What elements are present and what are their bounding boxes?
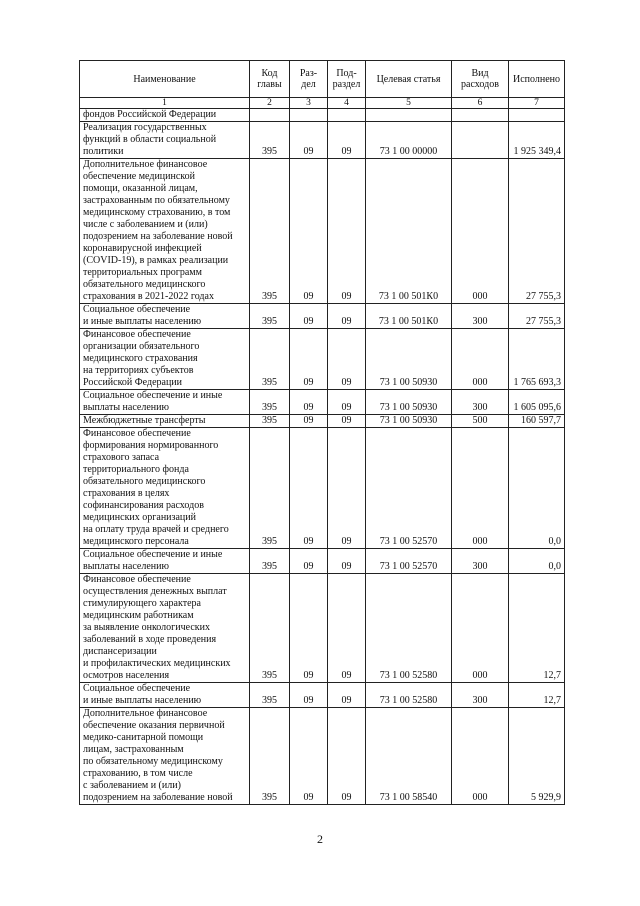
row-section: 09	[290, 304, 328, 329]
budget-table	[79, 60, 565, 805]
table-row	[80, 122, 565, 159]
row-expense-type: 300	[452, 549, 509, 574]
row-name-line: выплаты населению	[83, 402, 169, 413]
row-section: 09	[290, 549, 328, 574]
row-name	[80, 329, 250, 390]
row-name-line: Дополнительное финансовое	[83, 159, 208, 170]
row-subsection: 09	[328, 390, 366, 415]
row-name-line: софинансирования расходов	[83, 500, 204, 511]
row-name-line: обеспечение оказания первичной	[83, 720, 225, 731]
row-amount: 1 765 693,3	[509, 329, 565, 390]
header-section: Раз-дел	[290, 61, 328, 98]
row-name-line: и иные выплаты населению	[83, 316, 202, 327]
row-name-line: территориальных программ	[83, 267, 202, 278]
row-amount: 0,0	[509, 428, 565, 549]
row-name	[80, 304, 250, 329]
row-amount: 12,7	[509, 683, 565, 708]
row-name-line: помощи, оказанной лицам,	[83, 183, 198, 194]
row-name-line: Финансовое обеспечение	[83, 574, 191, 585]
row-section	[290, 109, 328, 122]
header-name: Наименование	[80, 61, 250, 98]
row-amount: 27 755,3	[509, 159, 565, 304]
row-name-line: медицинскому страхованию, в том	[83, 207, 231, 218]
row-expense-type: 000	[452, 329, 509, 390]
row-name	[80, 683, 250, 708]
row-name-line: выплаты населению	[83, 561, 169, 572]
row-section: 09	[290, 159, 328, 304]
row-expense-type: 300	[452, 304, 509, 329]
column-number: 1	[80, 98, 250, 109]
row-name-line: Реализация государственных	[83, 122, 207, 133]
row-section: 09	[290, 708, 328, 805]
row-subsection	[328, 109, 366, 122]
column-number: 5	[366, 98, 452, 109]
table-row	[80, 415, 565, 428]
row-name-line: фондов Российской Федерации	[83, 109, 217, 120]
row-expense-type: 000	[452, 159, 509, 304]
row-target: 73 1 00 50930	[366, 415, 452, 428]
row-name	[80, 574, 250, 683]
table-header-row	[80, 61, 565, 98]
column-number: 4	[328, 98, 366, 109]
row-name-line: на оплату труда врачей и среднего	[83, 524, 229, 535]
row-section: 09	[290, 390, 328, 415]
row-name-line: Дополнительное финансовое	[83, 708, 208, 719]
row-name-line: диспансеризации	[83, 646, 157, 657]
row-code: 395	[250, 122, 290, 159]
row-subsection: 09	[328, 549, 366, 574]
row-name-line: Социальное обеспечение и иные	[83, 549, 223, 560]
row-section: 09	[290, 683, 328, 708]
row-section: 09	[290, 329, 328, 390]
row-section: 09	[290, 122, 328, 159]
column-number: 2	[250, 98, 290, 109]
table-row	[80, 390, 565, 415]
column-number: 7	[509, 98, 565, 109]
row-target: 73 1 00 501К0	[366, 159, 452, 304]
table-row	[80, 109, 565, 122]
table-row	[80, 549, 565, 574]
row-name-line: лицам, застрахованным	[83, 744, 184, 755]
row-name-line: числе с заболеванием и (или)	[83, 219, 208, 230]
row-name-line: медико-санитарной помощи	[83, 732, 204, 743]
table-body	[80, 98, 565, 805]
header-subsection: Под-раздел	[328, 61, 366, 98]
row-name-line: подозрением на заболевание новой	[83, 792, 233, 803]
row-amount: 160 597,7	[509, 415, 565, 428]
row-target: 73 1 00 501К0	[366, 304, 452, 329]
row-expense-type: 000	[452, 428, 509, 549]
row-expense-type: 000	[452, 574, 509, 683]
row-name-line: Финансовое обеспечение	[83, 428, 191, 439]
row-amount: 1 925 349,4	[509, 122, 565, 159]
row-name-line: организации обязательного	[83, 341, 200, 352]
row-section: 09	[290, 574, 328, 683]
row-name-line: медицинского страхования	[83, 353, 198, 364]
row-name-line: страхования в целях	[83, 488, 170, 499]
row-name	[80, 415, 250, 428]
row-target: 73 1 00 52570	[366, 428, 452, 549]
row-expense-type: 000	[452, 708, 509, 805]
row-name-line: обязательного медицинского	[83, 279, 206, 290]
row-code: 395	[250, 708, 290, 805]
row-target: 73 1 00 52580	[366, 683, 452, 708]
row-name	[80, 122, 250, 159]
row-subsection: 09	[328, 683, 366, 708]
row-code: 395	[250, 549, 290, 574]
header-expense-type: Вид расходов	[452, 61, 509, 98]
row-subsection: 09	[328, 159, 366, 304]
row-name	[80, 428, 250, 549]
row-name	[80, 708, 250, 805]
table-row	[80, 428, 565, 549]
table-row	[80, 574, 565, 683]
row-name-line: политики	[83, 146, 124, 157]
header-executed: Исполнено	[509, 61, 565, 98]
header-target: Целевая статья	[366, 61, 452, 98]
row-name-line: обеспечение медицинской	[83, 171, 196, 182]
column-number: 6	[452, 98, 509, 109]
row-expense-type: 300	[452, 390, 509, 415]
row-name-line: Социальное обеспечение	[83, 304, 191, 315]
row-expense-type: 300	[452, 683, 509, 708]
row-name-line: Социальное обеспечение и иные	[83, 390, 223, 401]
column-number: 3	[290, 98, 328, 109]
row-name-line: территориального фонда	[83, 464, 189, 475]
row-amount: 27 755,3	[509, 304, 565, 329]
row-expense-type: 500	[452, 415, 509, 428]
table-row	[80, 329, 565, 390]
row-expense-type	[452, 109, 509, 122]
row-amount: 1 605 095,6	[509, 390, 565, 415]
row-section: 09	[290, 428, 328, 549]
row-name-line: медицинского персонала	[83, 536, 189, 547]
row-name	[80, 390, 250, 415]
table-row	[80, 683, 565, 708]
row-name-line: страхования в 2021-2022 годах	[83, 291, 214, 302]
row-amount: 0,0	[509, 549, 565, 574]
row-code: 395	[250, 304, 290, 329]
row-code: 395	[250, 574, 290, 683]
row-name-line: медицинских организаций	[83, 512, 196, 523]
row-name-line: (COVID-19), в рамках реализации	[83, 255, 229, 266]
row-code: 395	[250, 390, 290, 415]
row-name-line: застрахованным по обязательному	[83, 195, 230, 206]
row-code: 395	[250, 329, 290, 390]
row-subsection: 09	[328, 415, 366, 428]
row-subsection: 09	[328, 574, 366, 683]
row-name-line: заболеваний в ходе проведения	[83, 634, 217, 645]
row-name-line: медицинским работникам	[83, 610, 194, 621]
row-code: 395	[250, 683, 290, 708]
row-subsection: 09	[328, 304, 366, 329]
row-amount: 12,7	[509, 574, 565, 683]
row-name	[80, 549, 250, 574]
row-target: 73 1 00 52580	[366, 574, 452, 683]
row-name-line: обязательного медицинского	[83, 476, 206, 487]
row-code: 395	[250, 428, 290, 549]
row-name-line: с заболеванием и (или)	[83, 780, 181, 791]
row-name	[80, 109, 250, 122]
row-name-line: функций в области социальной	[83, 134, 217, 145]
row-target: 73 1 00 50930	[366, 390, 452, 415]
row-name-line: за выявление онкологических	[83, 622, 210, 633]
row-subsection: 09	[328, 122, 366, 159]
row-name-line: страхованию, в том числе	[83, 768, 193, 779]
row-name-line: Российской Федерации	[83, 377, 183, 388]
row-target: 73 1 00 50930	[366, 329, 452, 390]
row-name-line: на территориях субъектов	[83, 365, 194, 376]
row-name	[80, 159, 250, 304]
row-name-line: осуществления денежных выплат	[83, 586, 227, 597]
table-row	[80, 159, 565, 304]
row-amount: 5 929,9	[509, 708, 565, 805]
row-expense-type	[452, 122, 509, 159]
row-amount	[509, 109, 565, 122]
row-name-line: по обязательному медицинскому	[83, 756, 223, 767]
row-name-line: Финансовое обеспечение	[83, 329, 191, 340]
row-code	[250, 109, 290, 122]
table-row	[80, 304, 565, 329]
row-subsection: 09	[328, 329, 366, 390]
row-target	[366, 109, 452, 122]
row-name-line: страхового запаса	[83, 452, 160, 463]
row-subsection: 09	[328, 708, 366, 805]
row-section: 09	[290, 415, 328, 428]
row-target: 73 1 00 58540	[366, 708, 452, 805]
row-name-line: коронавирусной инфекцией	[83, 243, 202, 254]
row-name-line: и иные выплаты населению	[83, 695, 202, 706]
row-code: 395	[250, 415, 290, 428]
row-name-line: Социальное обеспечение	[83, 683, 191, 694]
row-name-line: подозрением на заболевание новой	[83, 231, 233, 242]
table-row	[80, 708, 565, 805]
row-name-line: формирования нормированного	[83, 440, 219, 451]
row-target: 73 1 00 52570	[366, 549, 452, 574]
row-name-line: Межбюджетные трансферты	[83, 415, 206, 426]
row-name-line: стимулирующего характера	[83, 598, 201, 609]
row-target: 73 1 00 00000	[366, 122, 452, 159]
page-number: 2	[317, 832, 323, 846]
row-subsection: 09	[328, 428, 366, 549]
header-code: Код главы	[250, 61, 290, 98]
row-name-line: осмотров населения	[83, 670, 170, 681]
row-name-line: и профилактических медицинских	[83, 658, 231, 669]
column-number-row	[80, 98, 565, 109]
row-code: 395	[250, 159, 290, 304]
